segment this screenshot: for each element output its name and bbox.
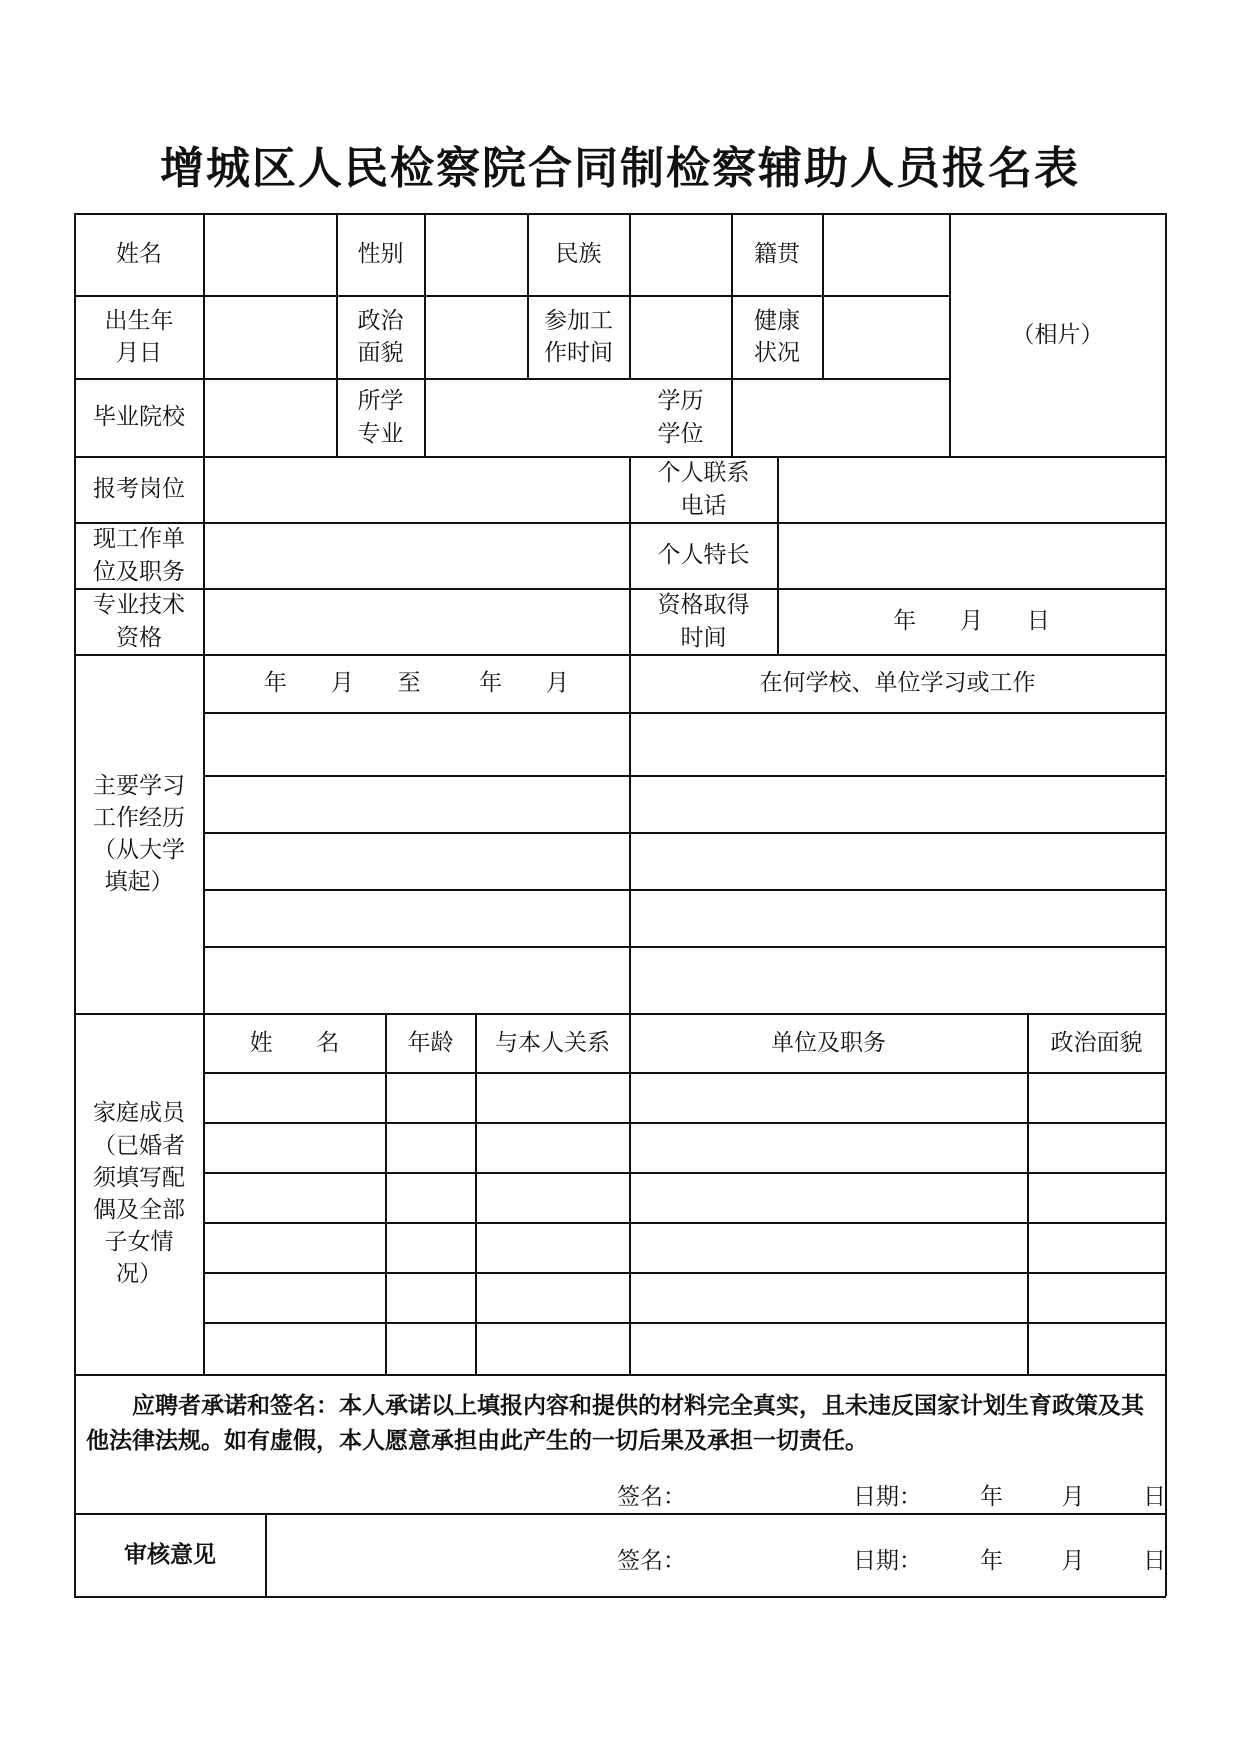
label-native-place: 籍贯 bbox=[754, 241, 800, 268]
political-status-field[interactable] bbox=[425, 296, 527, 378]
label-gender: 性别 bbox=[357, 241, 404, 268]
degree-field[interactable] bbox=[732, 379, 949, 456]
label-specialty: 个人特长 bbox=[657, 542, 750, 569]
experience-place-header: 在何学校、单位学习或工作 bbox=[759, 670, 1036, 697]
label-review: 审核意见 bbox=[124, 1541, 216, 1568]
family-header-employer: 单位及职务 bbox=[771, 1029, 886, 1056]
experience-place-cell[interactable] bbox=[630, 776, 1165, 832]
family-row[interactable] bbox=[204, 1173, 1165, 1222]
promise-statement: 应聘者承诺和签名：本人承诺以上填报内容和提供的材料完全真实，且未违反国家计划生育政策及其他法律法规。如有虚假，本人愿意承担由此产生的一切后果及承担一切责任。 bbox=[86, 1392, 1144, 1454]
family-row[interactable] bbox=[204, 1323, 1165, 1374]
label-phone: 个人联系 电话 bbox=[657, 460, 750, 519]
birth-date-field[interactable] bbox=[204, 296, 336, 378]
label-name: 姓名 bbox=[116, 241, 162, 268]
experience-period-cell[interactable] bbox=[204, 947, 629, 1013]
review-date-field[interactable]: 年 月 日 bbox=[980, 1548, 1166, 1574]
label-employer: 现工作单 位及职务 bbox=[93, 526, 185, 585]
experience-period-cell[interactable] bbox=[204, 833, 629, 889]
name-field[interactable] bbox=[204, 214, 336, 295]
label-political-status: 政治 面貌 bbox=[357, 307, 404, 366]
family-row[interactable] bbox=[204, 1273, 1165, 1322]
label-ethnicity: 民族 bbox=[555, 241, 602, 268]
label-work-start: 参加工 作时间 bbox=[544, 307, 613, 366]
native-place-field[interactable] bbox=[823, 214, 949, 295]
label-school: 毕业院校 bbox=[93, 404, 185, 431]
family-row[interactable] bbox=[204, 1223, 1165, 1272]
qualification-field[interactable] bbox=[204, 589, 629, 654]
experience-place-cell[interactable] bbox=[630, 890, 1165, 946]
family-row[interactable] bbox=[204, 1073, 1165, 1122]
experience-period-cell[interactable] bbox=[204, 890, 629, 946]
label-family: 家庭成员 （已婚者 须填写配 偶及全部 子女情 况） bbox=[93, 1100, 185, 1288]
experience-period-cell[interactable] bbox=[204, 776, 629, 832]
promise-date-label: 日期： bbox=[853, 1484, 922, 1510]
form-title: 增城区人民检察院合同制检察辅助人员报名表 bbox=[160, 143, 1080, 194]
review-date-label: 日期： bbox=[853, 1548, 922, 1574]
label-major: 所学 专业 bbox=[357, 388, 404, 447]
label-qualification: 专业技术 资格 bbox=[93, 592, 185, 651]
major-field[interactable] bbox=[425, 379, 629, 456]
ethnicity-field[interactable] bbox=[630, 214, 731, 295]
family-header-relation: 与本人关系 bbox=[495, 1029, 610, 1056]
gender-field[interactable] bbox=[425, 214, 527, 295]
position-field[interactable] bbox=[204, 457, 629, 522]
review-signature-label: 签名： bbox=[617, 1548, 686, 1574]
family-header-age: 年龄 bbox=[407, 1029, 454, 1056]
experience-place-cell[interactable] bbox=[630, 713, 1165, 775]
experience-place-cell[interactable] bbox=[630, 833, 1165, 889]
phone-field[interactable] bbox=[778, 457, 1165, 522]
label-health: 健康 状况 bbox=[754, 307, 800, 366]
health-field[interactable] bbox=[823, 296, 949, 378]
label-position: 报考岗位 bbox=[93, 476, 185, 503]
family-header-political: 政治面貌 bbox=[1050, 1029, 1143, 1056]
qual-date-field[interactable]: 年 月 日 bbox=[893, 608, 1050, 635]
employer-field[interactable] bbox=[204, 523, 629, 588]
family-row[interactable] bbox=[204, 1123, 1165, 1172]
label-birth-date: 出生年 月日 bbox=[104, 307, 174, 366]
experience-period-header: 年 月 至 年 月 bbox=[263, 670, 570, 697]
label-degree: 学历 学位 bbox=[657, 388, 704, 447]
label-qual-time: 资格取得 时间 bbox=[657, 592, 750, 651]
family-header-name: 姓 名 bbox=[249, 1029, 340, 1056]
photo-box[interactable]: （相片） bbox=[1011, 321, 1104, 348]
experience-period-cell[interactable] bbox=[204, 713, 629, 775]
experience-place-cell[interactable] bbox=[630, 947, 1165, 1013]
specialty-field[interactable] bbox=[778, 523, 1165, 588]
label-experience: 主要学习 工作经历 （从大学 填起） bbox=[93, 772, 185, 896]
school-field[interactable] bbox=[204, 379, 336, 456]
promise-signature-label: 签名： bbox=[617, 1484, 686, 1510]
work-start-field[interactable] bbox=[630, 296, 731, 378]
promise-date-field[interactable]: 年 月 日 bbox=[980, 1484, 1166, 1510]
